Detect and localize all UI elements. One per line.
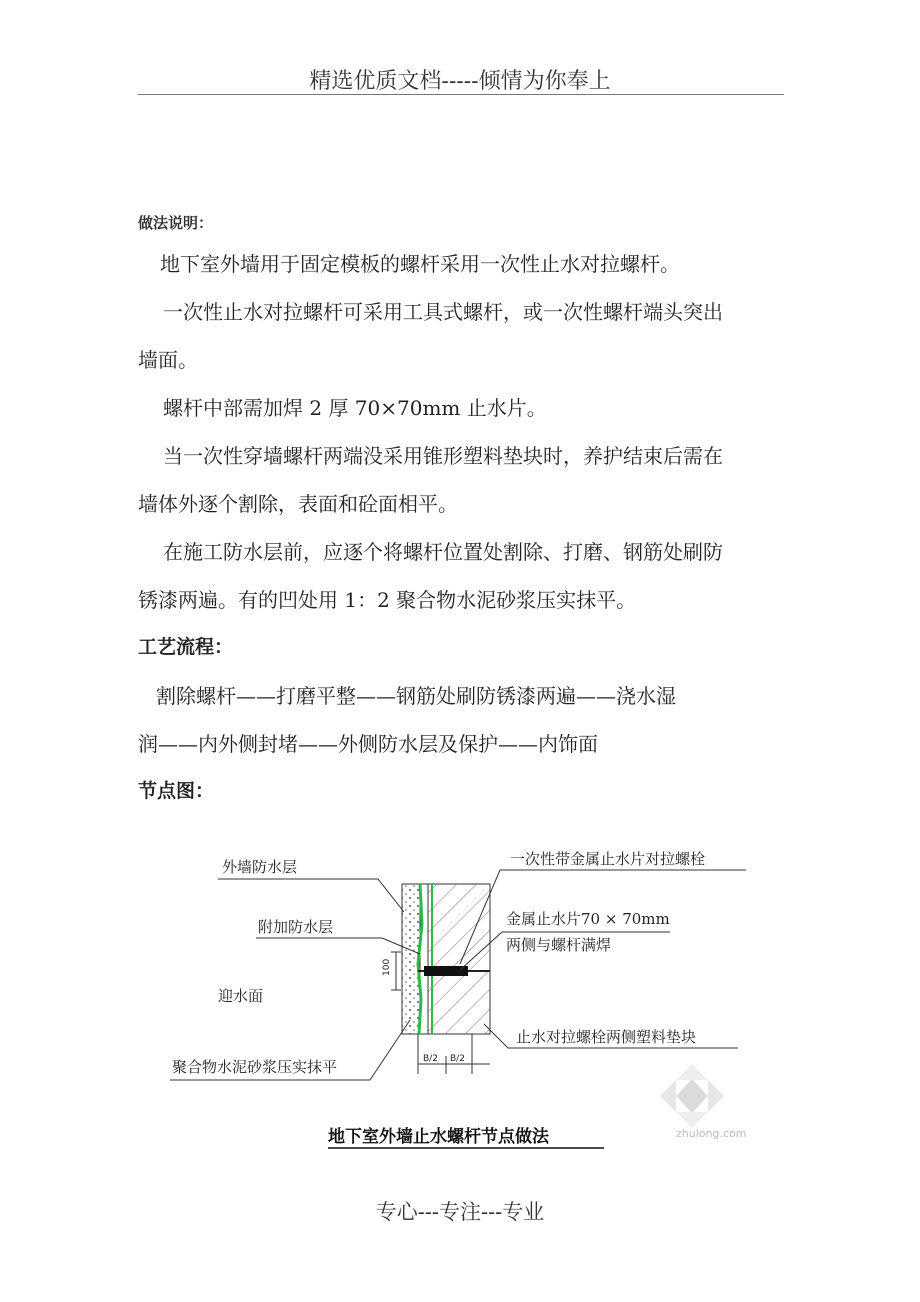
watermark-logo-icon bbox=[660, 1064, 724, 1128]
page-header: 精选优质文档-----倾情为你奉上 bbox=[309, 69, 611, 94]
page-footer: 专心---专注---专业 bbox=[375, 1200, 545, 1224]
method-line-2: 一次性止水对拉螺杆可采用工具式螺杆，或一次性螺杆端头突出 bbox=[163, 300, 723, 324]
method-line-8: 锈漆两遍。有的凹处用 1：2 聚合物水泥砂浆压实抹平。 bbox=[138, 588, 637, 612]
method-line-7: 在施工防水层前，应逐个将螺杆位置处割除、打磨、钢筋处刷防 bbox=[163, 540, 723, 564]
process-line-2: 润——内外侧封堵——外侧防水层及保护——内饰面 bbox=[138, 732, 598, 756]
process-line-1: 割除螺杆——打磨平整——钢筋处刷防锈漆两遍——浇水湿 bbox=[156, 684, 676, 708]
diagram-caption: 地下室外墙止水螺杆节点做法 bbox=[328, 1127, 549, 1147]
process-heading: 工艺流程： bbox=[138, 636, 234, 658]
label-outer-waterproof: 外墙防水层 bbox=[222, 858, 298, 876]
method-line-4: 螺杆中部需加焊 2 厚 70×70mm 止水片。 bbox=[163, 396, 547, 420]
label-polymer-mortar: 聚合物水泥砂浆压实抹平 bbox=[172, 1058, 338, 1076]
concrete-wall bbox=[428, 884, 490, 1034]
method-line-3: 墙面。 bbox=[138, 348, 198, 372]
label-bolt-type: 一次性带金属止水片对拉螺栓 bbox=[510, 850, 706, 868]
label-weld: 两侧与螺杆满焊 bbox=[506, 936, 612, 954]
watermark-text: zhulong.com bbox=[676, 1127, 747, 1140]
method-line-1: 地下室外墙用于固定模板的螺杆采用一次性止水对拉螺杆。 bbox=[160, 252, 680, 276]
label-plastic-block: 止水对拉螺栓两侧塑料垫块 bbox=[516, 1028, 697, 1046]
label-extra-waterproof: 附加防水层 bbox=[258, 918, 334, 936]
node-heading: 节点图： bbox=[138, 780, 215, 802]
dim-100-text: 100 bbox=[382, 958, 392, 976]
header-divider bbox=[138, 94, 784, 95]
stop-plate bbox=[424, 966, 468, 976]
dim-b2-left: B/2 bbox=[423, 1054, 438, 1064]
node-diagram bbox=[160, 824, 764, 1170]
method-line-5: 当一次性穿墙螺杆两端没采用锥形塑料垫块时，养护结束后需在 bbox=[163, 444, 723, 468]
label-stop-plate: 金属止水片70 × 70mm bbox=[506, 910, 670, 928]
method-label: 做法说明： bbox=[138, 214, 214, 232]
node-diagram-svg bbox=[160, 824, 764, 1170]
method-line-6: 墙体外逐个割除，表面和砼面相平。 bbox=[138, 492, 458, 516]
label-water-face: 迎水面 bbox=[218, 987, 264, 1005]
dim-b2-right: B/2 bbox=[450, 1054, 465, 1064]
leader-outer-waterproof bbox=[218, 879, 404, 912]
